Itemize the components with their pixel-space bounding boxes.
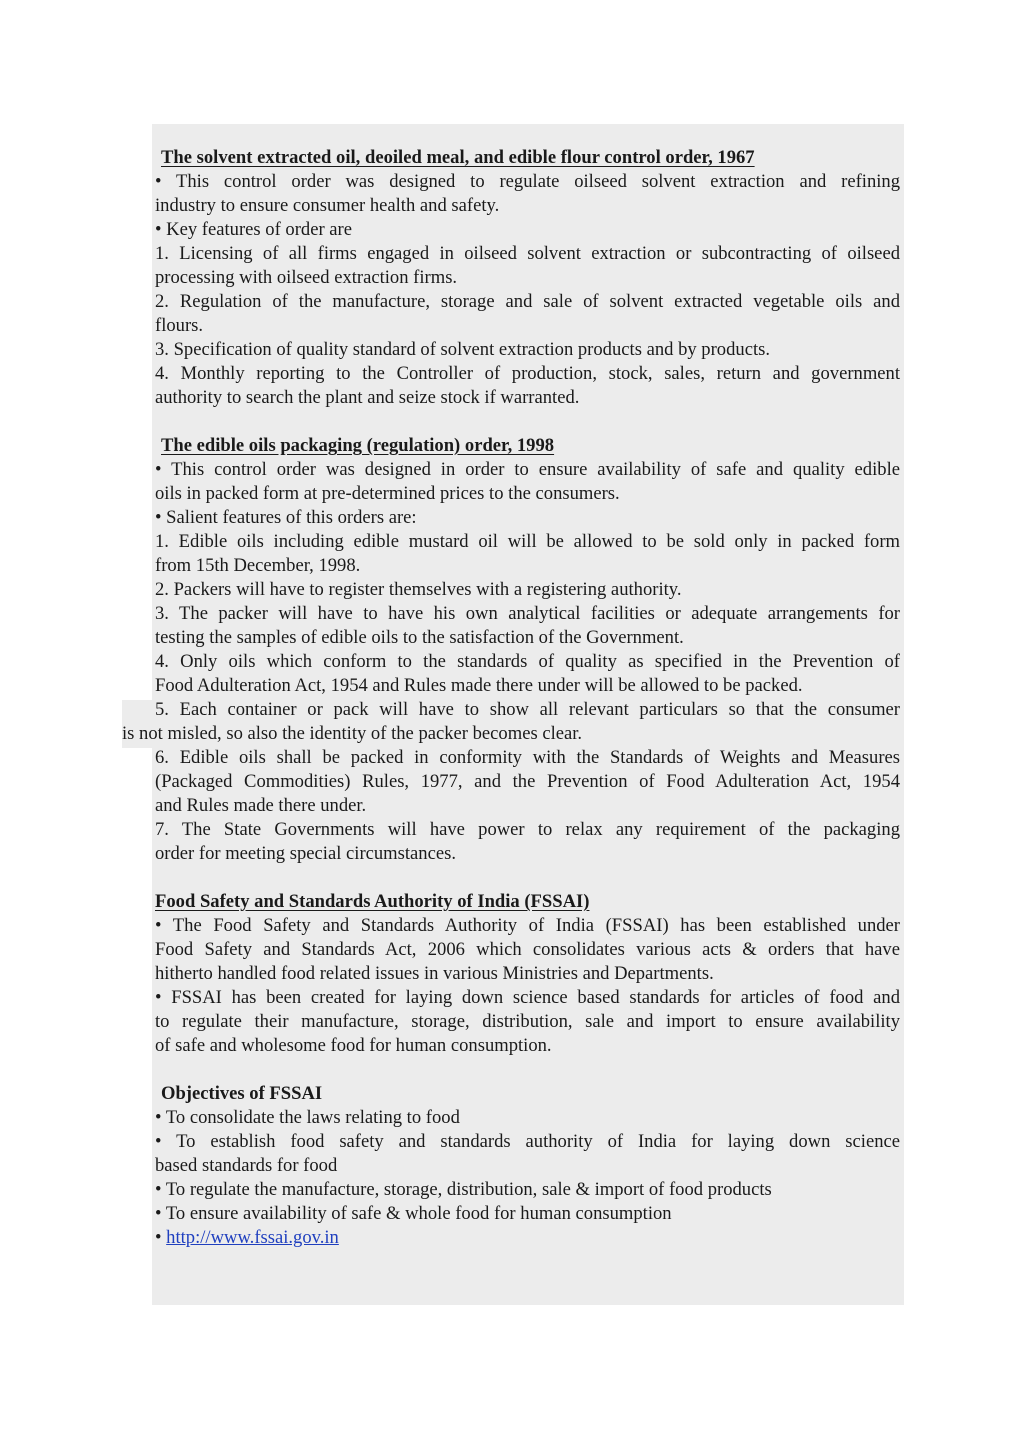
text-line: hitherto handled food related issues in various Ministries and Departments. <box>155 963 714 984</box>
text-line: • The Food Safety and Standards Authority of India (FSSAI) has been established under <box>155 915 900 936</box>
text-line: Food Safety and Standards Act, 2006 which consolidates various acts & orders that have <box>155 939 900 960</box>
text-line: • FSSAI has been created for laying down science based standards for articles of food and <box>155 987 900 1008</box>
text-line: and Rules made there under. <box>155 795 367 816</box>
text-line: 4. Monthly reporting to the Controller of production, stock, sales, return and government <box>155 363 900 384</box>
text-line: • Salient features of this orders are: <box>155 507 417 528</box>
document-body <box>122 146 900 1250</box>
section-heading-objectives: Objectives of FSSAI <box>161 1083 323 1104</box>
text-line: • To regulate the manufacture, storage, distribution, sale & import of food products <box>155 1179 772 1200</box>
link-line <box>155 1226 900 1250</box>
section-heading-packaging-order: The edible oils packaging (regulation) order, 1998 <box>161 435 555 456</box>
text-line: 2. Regulation of the manufacture, storage and sale of solvent extracted vegetable oils and <box>155 291 900 312</box>
text-line: Food Adulteration Act, 1954 and Rules made there under will be allowed to be packed. <box>155 675 803 696</box>
bullet: • <box>155 1227 162 1248</box>
text-line: is not misled, so also the identity of the packer becomes clear. <box>122 723 583 744</box>
text-line: • To ensure availability of safe & whole food for human consumption <box>155 1203 672 1224</box>
text-line: to regulate their manufacture, storage, distribution, sale and import to ensure availability <box>155 1011 900 1032</box>
text-line: 4. Only oils which conform to the standards of quality as specified in the Prevention of <box>155 651 900 672</box>
text-line: from 15th December, 1998. <box>155 555 361 576</box>
text-line: 3. The packer will have to have his own analytical facilities or adequate arrangements for <box>155 603 900 624</box>
text-line: order for meeting special circumstances. <box>155 843 456 864</box>
text-line: based standards for food <box>155 1155 338 1176</box>
text-line: 2. Packers will have to register themselves with a registering authority. <box>155 579 682 600</box>
text-line: • This control order was designed to regulate oilseed solvent extraction and refining <box>155 171 900 192</box>
section-heading-fssai: Food Safety and Standards Authority of India (FSSAI) <box>155 891 590 912</box>
text-line: 1. Edible oils including edible mustard oil will be allowed to be sold only in packed form <box>155 531 900 552</box>
text-line: authority to search the plant and seize stock if warranted. <box>155 387 580 408</box>
text-line: • To consolidate the laws relating to food <box>155 1107 460 1128</box>
text-line: 3. Specification of quality standard of solvent extraction products and by products. <box>155 339 770 360</box>
fssai-website-link[interactable]: http://www.fssai.gov.in <box>166 1227 339 1248</box>
section-heading-solvent-order: The solvent extracted oil, deoiled meal, and edible flour control order, 1967 <box>161 147 755 168</box>
text-line: • Key features of order are <box>155 219 352 240</box>
text-line: oils in packed form at pre-determined prices to the consumers. <box>155 483 620 504</box>
text-line: flours. <box>155 315 204 336</box>
text-line: processing with oilseed extraction firms. <box>155 267 458 288</box>
text-line: • This control order was designed in order to ensure availability of safe and quality edible <box>155 459 900 480</box>
text-line: • To establish food safety and standards authority of India for laying down science <box>155 1131 900 1152</box>
text-line: 6. Edible oils shall be packed in conformity with the Standards of Weights and Measures <box>155 747 900 768</box>
text-line: industry to ensure consumer health and safety. <box>155 195 500 216</box>
text-line: 5. Each container or pack will have to show all relevant particulars so that the consumer <box>155 699 900 720</box>
text-line: (Packaged Commodities) Rules, 1977, and the Prevention of Food Adulteration Act, 1954 <box>155 771 900 792</box>
text-line: 1. Licensing of all firms engaged in oilseed solvent extraction or subcontracting of oilseed <box>155 243 900 264</box>
text-line: 7. The State Governments will have power to relax any requirement of the packaging <box>155 819 900 840</box>
text-line: testing the samples of edible oils to the satisfaction of the Government. <box>155 627 684 648</box>
text-line: of safe and wholesome food for human consumption. <box>155 1035 552 1056</box>
